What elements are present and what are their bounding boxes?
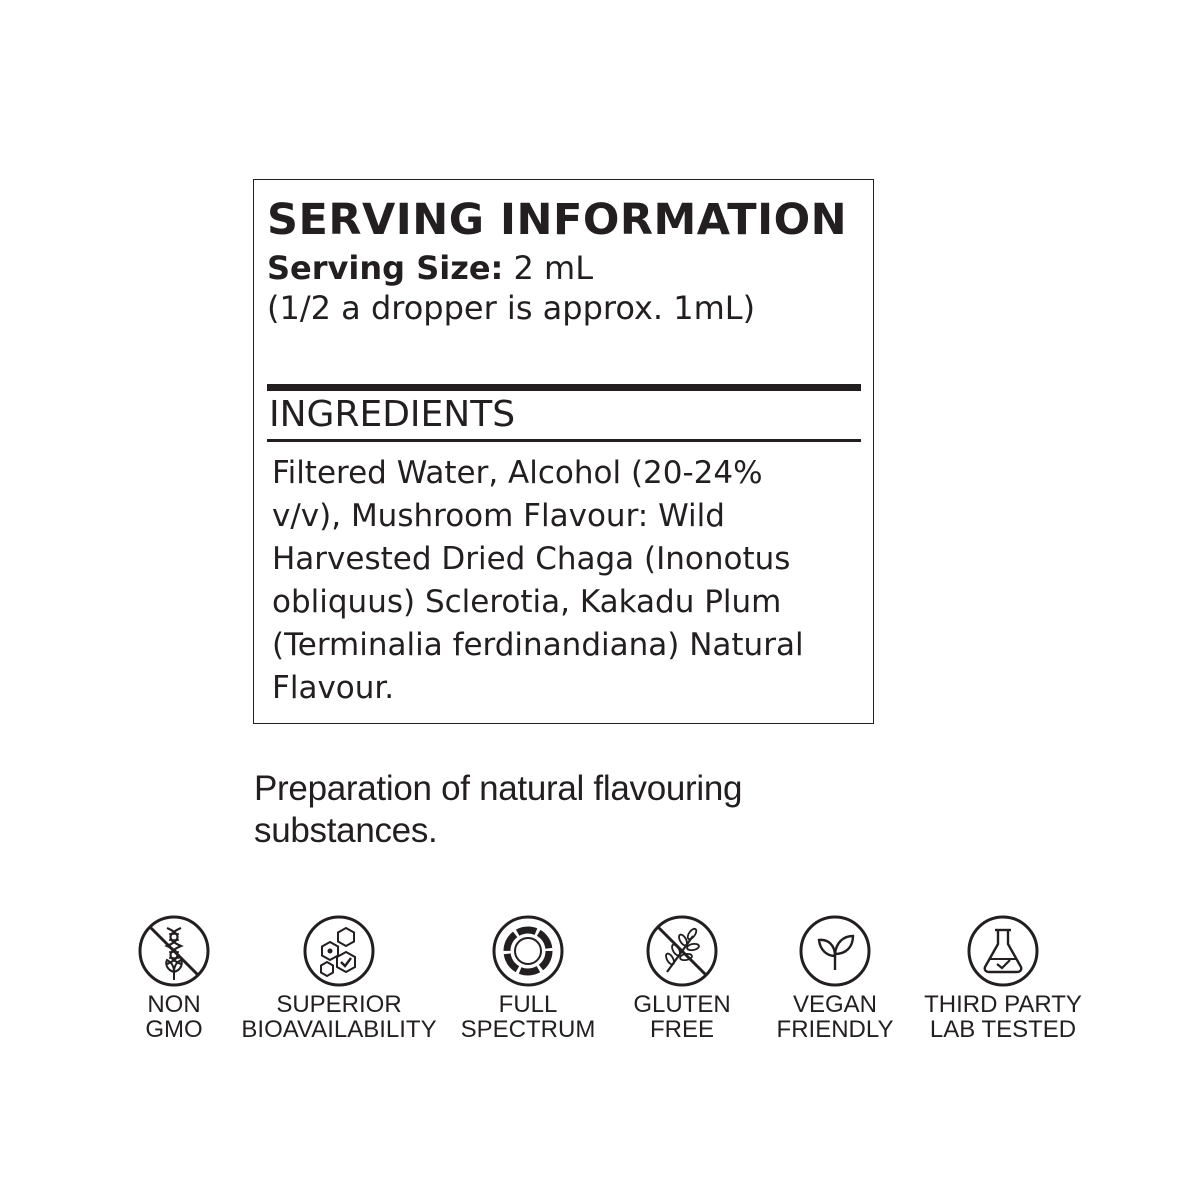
badge-label (64, 992, 284, 1042)
badge-label-line: SUPERIOR (276, 991, 402, 1018)
badge-label-line: SPECTRUM (460, 1016, 596, 1043)
badge-label-line: LAB TESTED (929, 1016, 1077, 1043)
badge-superior-bioavailability (229, 914, 449, 1042)
preparation-note (254, 768, 874, 852)
badge-label-line: GMO (145, 1016, 203, 1043)
serving-size-value: 2 mL (503, 249, 594, 287)
ingredients-line: Harvested Dried Chaga (Inonotus (272, 541, 791, 577)
serving-size (267, 248, 593, 288)
section-divider-thick (267, 384, 861, 391)
preparation-note-line: Preparation of natural flavouring (254, 769, 743, 808)
section-divider-thin (267, 439, 861, 442)
badge-non-gmo (64, 914, 284, 1042)
badge-label-line: THIRD PARTY (924, 991, 1082, 1018)
badge-label (725, 992, 945, 1042)
badge-label (418, 992, 638, 1042)
ingredients-list (272, 452, 864, 710)
badge-label (893, 992, 1113, 1042)
badge-label-line: BIOAVAILABILITY (241, 1016, 437, 1043)
ingredients-heading: INGREDIENTS (269, 394, 516, 435)
badge-label (229, 992, 449, 1042)
spectrum-icon (491, 914, 565, 988)
ingredients-line: v/v), Mushroom Flavour: Wild (272, 498, 725, 534)
badge-full-spectrum (418, 914, 638, 1042)
badge-third-party-lab-tested (893, 914, 1113, 1042)
gluten-free-icon (645, 914, 719, 988)
serving-information-panel (253, 179, 874, 724)
serving-size-label: Serving Size: (267, 249, 504, 287)
badge-label (572, 992, 792, 1042)
dropper-note: (1/2 a dropper is approx. 1mL) (267, 289, 756, 327)
molecule-icon (302, 914, 376, 988)
ingredients-line: (Terminalia ferdinandiana) Natural (272, 627, 804, 663)
badge-label-line: NON (147, 991, 201, 1018)
serving-information-title: SERVING INFORMATION (267, 195, 848, 245)
badge-label-line: FRIENDLY (776, 1016, 894, 1043)
ingredients-line: obliquus) Sclerotia, Kakadu Plum (272, 584, 782, 620)
badge-label-line: VEGAN (792, 991, 878, 1018)
badge-vegan-friendly (725, 914, 945, 1042)
ingredients-line: Flavour. (272, 670, 395, 706)
leaf-icon (798, 914, 872, 988)
ingredients-line: Filtered Water, Alcohol (20-24% (272, 455, 763, 491)
non-gmo-icon (137, 914, 211, 988)
badge-gluten-free (572, 914, 792, 1042)
badge-label-line: GLUTEN (633, 991, 731, 1018)
badge-label-line: FULL (498, 991, 558, 1018)
badge-label-line: FREE (649, 1016, 714, 1043)
preparation-note-line: substances. (254, 811, 438, 850)
lab-flask-icon (966, 914, 1040, 988)
